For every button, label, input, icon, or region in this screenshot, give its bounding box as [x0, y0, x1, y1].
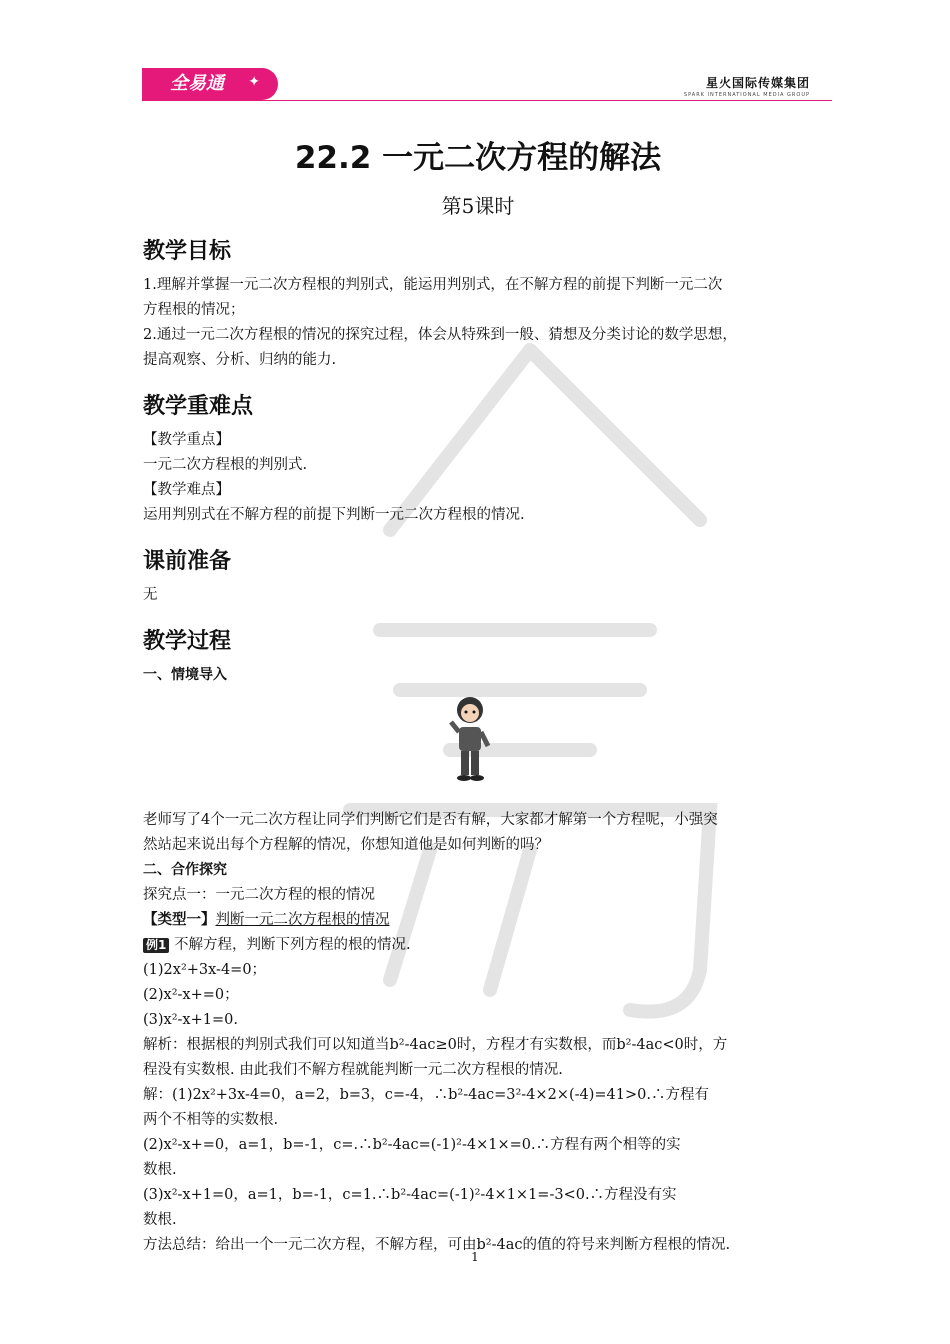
publisher-en: SPARK INTERNATIONAL MEDIA GROUP	[683, 92, 810, 98]
prep-text: 无	[143, 587, 158, 603]
analysis-line: 解析：根据根的判别式我们可以知道当b²-4ac≥0时，方程才有实数根，而b²-4ac<0时，方	[143, 1037, 728, 1053]
equation-2: (2)x²-x+=0；	[143, 987, 239, 1003]
type-label: 【类型一】	[143, 912, 216, 928]
analysis-line: 程没有实数根. 由此我们不解方程就能判断一元二次方程根的情况.	[143, 1062, 563, 1078]
method-summary: 方法总结：给出一个一元二次方程，不解方程，可由b²-4ac的值的符号来判断方程根的情况.	[143, 1237, 731, 1253]
focus-label: 【教学重点】	[143, 432, 230, 448]
page-number: 1	[471, 1250, 479, 1264]
focus-text: 一元二次方程根的判别式.	[143, 457, 308, 473]
example-tag: 例1	[143, 938, 169, 953]
explore-title: 探究点一：一元二次方程的根的情况	[143, 887, 375, 903]
intro-line: 然站起来说出每个方程解的情况，你想知道他是如何判断的吗？	[143, 837, 549, 853]
example-text: 不解方程，判断下列方程的根的情况.	[173, 937, 411, 953]
equation-1: (1)2x²+3x-4=0；	[143, 962, 267, 978]
difficulty-text: 运用判别式在不解方程的前提下判断一元二次方程根的情况.	[143, 507, 525, 523]
brand-logo	[142, 68, 278, 100]
part1-heading: 一、情境导入	[143, 667, 227, 683]
equation-3: (3)x²-x+1=0.	[143, 1012, 238, 1028]
type-title: 判断一元二次方程根的情况	[215, 912, 390, 928]
solution-line: (3)x²-x+1=0，a=1，b=-1，c=1.∴b²-4ac=(-1)²-4×1×1=-3<0.∴方程没有实	[143, 1187, 677, 1203]
part2-heading: 二、合作探究	[143, 862, 227, 878]
logo-text: 全易通	[170, 73, 224, 94]
section-goals-heading: 教学目标	[143, 239, 232, 264]
publisher	[684, 74, 810, 98]
solution-line: (2)x²-x+=0，a=1，b=-1，c=.∴b²-4ac=(-1)²-4×1×=0.∴方程有两个相等的实	[143, 1137, 681, 1153]
difficulty-label: 【教学难点】	[143, 482, 230, 498]
solution-line: 数根.	[143, 1162, 177, 1178]
thinking-boy-illustration	[448, 694, 492, 784]
section-prep-heading: 课前准备	[143, 549, 232, 574]
goal-line: 2.通过一元二次方程根的情况的探究过程，体会从特殊到一般、猜想及分类讨论的数学思想，	[143, 327, 737, 343]
goal-line: 方程根的情况；	[143, 302, 245, 318]
example-line	[143, 933, 813, 958]
publisher-cn: 星火国际传媒集团	[705, 76, 810, 90]
illustration	[143, 688, 813, 808]
page-title: 22.2 一元二次方程的解法	[294, 140, 662, 176]
page-subtitle: 第5课时	[441, 194, 515, 218]
type-line	[143, 908, 813, 933]
goal-line: 1.理解并掌握一元二次方程根的判别式，能运用判别式，在不解方程的前提下判断一元二次	[143, 277, 723, 293]
solution-line: 数根.	[143, 1212, 177, 1228]
section-process-heading: 教学过程	[143, 629, 232, 654]
sparkle-icon: ✦	[248, 74, 260, 90]
solution-line: 解：(1)2x²+3x-4=0，a=2，b=3，c=-4，∴b²-4ac=3²-4×2×(-4)=41>0.∴方程有	[143, 1087, 709, 1103]
section-keypoints-heading: 教学重难点	[143, 394, 254, 419]
intro-line: 老师写了4个一元二次方程让同学们判断它们是否有解，大家都才解第一个方程呢，小强突	[143, 812, 718, 828]
solution-line: 两个不相等的实数根.	[143, 1112, 279, 1128]
goal-line: 提高观察、分析、归纳的能力.	[143, 352, 337, 368]
header-divider	[142, 100, 832, 101]
